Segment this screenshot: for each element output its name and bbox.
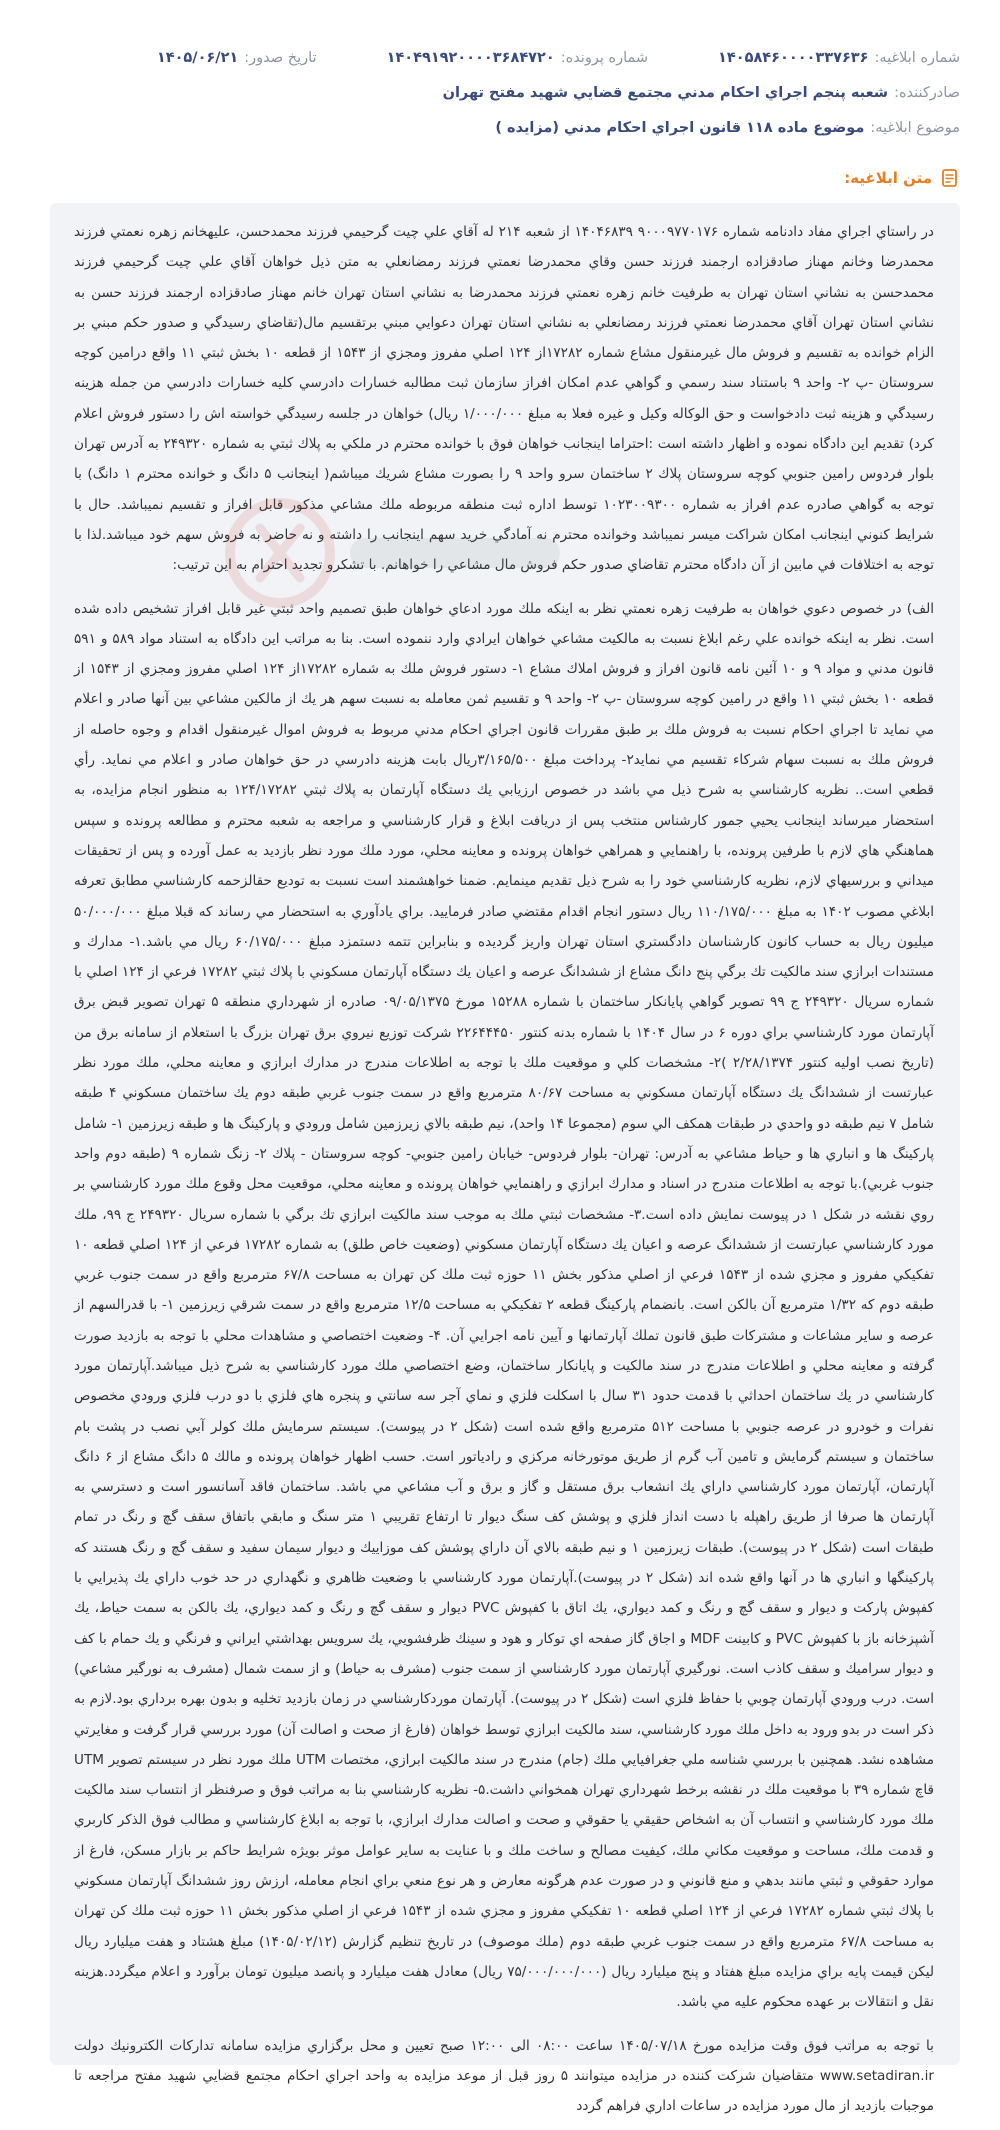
notice-paragraph-3: با توجه به مراتب فوق وقت مزايده مورخ ۱۴۰۵/۰۷/۱۸ ساعت ۰۸:۰۰ الی ۱۲:۰۰ صبح تعيين و محل برگزاري مزايده سامانه تداركات الكترونيك دولت www.setadiran.ir متقاضيان شركت كننده در مزايده ميتوانند ۵ روز قبل از موعد مزايده به واحد اجراي احكام مجتمع قضايي شهيد مفتح مراجعه تا موجبات بازديد از مال مورد مزايده در ساعات اداري فراهم گردد — [74, 2037, 934, 2115]
issue-date-label: تاریخ صدور: — [244, 50, 317, 66]
notice-text-heading — [844, 168, 960, 188]
notice-paragraph-1: در راستاي اجراي مفاد دادنامه شماره ۹۰۰۰۹۷۷۰۱۷۶ ۱۴۰۴۶۸۳۹ از شعبه ۲۱۴ له آقاي علي چيت گرحيمي فرزند محمدحسن، عليهخانم زهره نعمتي فرزند محمدرضا وخانم مهناز صادقزاده ارجمند فرزند حسن وقاي محمدرضا نعمتي فرزند رمضانعلي به متن ذيل خواهان آقاي علي چيت گرحيمي فرزند محمدحسن به نشاني استان تهران به طرفيت خانم زهره نعمتي فرزند محمدرضا به نشاني استان تهران خانم مهناز صادقزاده ارجمند فرزند حسن به نشاني استان تهران آقاي محمدرضا نعمتي فرزند رمضانعلي به نشاني استان تهران دعوايي مبني برتقسيم مال(تقاضاي رسيدگي و صدور حكم مبني بر الزام خوانده به تقسيم و فروش مال غيرمنقول مشاع شماره ۱۷۲۸۲از ۱۲۴ اصلي مفروز ومجزي از ۱۵۴۳ از قطعه ۱۰ بخش ثبتي ۱۱ واقع درامين كوچه سروستان -پ ۲- واحد ۹ باستناد سند رسمي و گواهي عدم امكان افراز سازمان ثبت مطالبه خسارات دادرسي كليه خسارات دادرسي من جمله هزينه رسيدگي و هزينه ثبت دادخواست و حق الوكاله وكيل و غيره فعلا به مبلغ ۱/۰۰۰/۰۰۰ ريال) خواهان در جلسه رسيدگي خواسته اش را دستور فروش اعلام كرد) تقديم اين دادگاه نموده و اظهار داشته است :احتراما اينجانب خواهان فوق با خوانده محترم در ملكي به پلاك ثبتي به شماره ۲۴۹۳۲۰ به آدرس تهران بلوار فردوس رامين جنوبي كوچه سروستان پلاك ۲ ساختمان سرو واحد ۹ را بصورت مشاع شريك ميباشم( اينجانب ۵ دانگ و خوانده محترم ۱ دانگ) با توجه به گواهي صادره عدم افراز به شماره ۱۰۲۳۰۰۹۳۰۰ توسط اداره ثبت منطقه مربوطه ملك مشاعي مذكور قابل افراز و تقسيم نميباشد. حال با شرايط كنوني اينجانب امكان شراكت ميسر نميباشد وخوانده محترم نه آمادگي خريد سهم اينجانب را داشته و نه حاضر به فروش سهم خود ميباشد.لذا با توجه به اختلافات في مابين از آن دادگاه محترم تقاضاي صدور حكم فروش مال مشاعي را خواهانم. با تشكرو تجديد احترام به اين ترتيب: — [74, 224, 934, 574]
case-number-value: ۱۴۰۴۹۱۹۲۰۰۰۰۳۶۸۴۷۲۰ — [386, 50, 555, 66]
notice-body-card — [50, 203, 960, 2115]
notice-number-value: ۱۴۰۵۸۴۶۰۰۰۰۳۳۷۶۳۶ — [718, 50, 869, 66]
header-row-subject — [0, 120, 1000, 136]
issue-date-value: ۱۴۰۵/۰۶/۲۱ — [156, 50, 239, 66]
subject-value: موضوع ماده ۱۱۸ قانون اجراي احكام مدني (مزايده ) — [495, 120, 865, 136]
notice-number-group — [718, 50, 960, 66]
notice-document-icon — [940, 168, 960, 188]
case-number-label: شماره پرونده: — [560, 50, 649, 66]
issuer-value: شعبه پنجم اجراي احكام مدني مجتمع قضايي شهيد مفتح تهران — [442, 85, 889, 101]
issuer-label: صادرکننده: — [894, 85, 960, 101]
header-row-issuer — [0, 85, 1000, 101]
notice-text-title: متن ابلاغیه: — [844, 169, 932, 187]
issue-date-group — [157, 50, 317, 66]
case-number-group — [387, 50, 648, 66]
notice-number-label: شماره ابلاغیه: — [874, 50, 960, 66]
header-row-numbers — [0, 50, 1000, 66]
notice-paragraph-2: الف) در خصوص دعوي خواهان به طرفيت زهره نعمتي نظر به اينكه ملك مورد ادعاي خواهان طبق تصميم واحد ثبتي غير قابل افراز تشخيص داده شده است. نظر به اينكه خوانده علي رغم ابلاغ نسبت به مالكيت مشاعي خواهان ايرادي وارد ننموده است. بنا به مراتب اين دادگاه به استناد مواد ۵۸۹ و ۵۹۱ قانون مدني و مواد ۹ و ۱۰ آئين نامه قانون افراز و فروش املاك مشاع ۱- دستور فروش ملك به شماره ۱۷۲۸۲از ۱۲۴ اصلي مفروز ومجزي از ۱۵۴۳ از قطعه ۱۰ بخش ثبتي ۱۱ واقع در رامين كوچه سروستان -پ ۲- واحد ۹ و تقسيم ثمن معامله به نسبت سهم هر يك از مالكين مشاعي بين آنها صادر و اعلام مي نمايد تا اجراي احكام نسبت به فروش ملك بر طبق مقررات قانون اجراي احكام مدني مربوط به فروش اموال غيرمنقول اقدام و وجوه حاصله از فروش ملك به نسبت سهام شركاء تقسيم مي نمايد۲- پرداخت مبلغ ۳/۱۶۵/۵۰۰ريال بابت هزينه دادرسي در حق خواهان صادر و اعلام مي نمايد. رأي قطعي است.. نظريه كارشناسي به شرح ذيل مي باشد در خصوص ارزيابي يك دستگاه آپارتمان به پلاك ثبتي ۱۲۴/۱۷۲۸۲ به منظور انجام مزايده، به استحضار ميرساند اينجانب يحيي جمور كارشناس منتخب پس از دريافت ابلاغ و قرار كارشناسي و مراجعه به شعبه محترم و مطالعه پرونده و سپس هماهنگي هاي لازم با طرفين پرونده، با راهنمايي و همراهي خواهان پرونده و معاينه محلي، مورد ملك مورد نظر بازديد به عمل آورده و پس از تحقيقات ميداني و بررسيهاي لازم، نظريه كارشناسي خود را به شرح ذيل تقديم مينمايم. ضمنا خواهشمند است نسبت به توديع حقالزحمه كارشناسي مطابق تعرفه ابلاغي مصوب ۱۴۰۲ به مبلغ ۱۱۰/۱۷۵/۰۰۰ ريال دستور انجام اقدام مقتضي صادر فرماييد. براي يادآوري به استحضار مي رساند كه قبلا مبلغ ۵۰/۰۰۰/۰۰۰ ميليون ريال به حساب كانون كارشناسان دادگستري استان تهران واريز گرديده و بنابراين تتمه دستمزد مبلغ ۶۰/۱۷۵/۰۰۰ ريال مي باشد.۱- مدارك و مستندات ابرازي سند مالكيت تك برگي پنج دانگ مشاع از ششدانگ عرصه و اعيان يك دستگاه آپارتمان مسكوني با پلاك ثبتي ۱۷۲۸۲ فرعي از ۱۲۴ اصلي با شماره سريال ۲۴۹۳۲۰ ج ۹۹ تصوير گواهي پايانكار ساختمان با شماره ۱۵۲۸۸ مورخ ۰۹/۰۵/۱۳۷۵ صادره از شهرداري منطقه ۵ تهران تصوير قبض برق آپارتمان مورد كارشناسي براي دوره ۶ در سال ۱۴۰۴ با شماره بدنه كنتور ۲۲۶۴۴۴۵۰ شركت توزيع نيروي برق تهران بزرگ با استعلام از سامانه برق من (تاريخ نصب اوليه كنتور ۲/۲۸/۱۳۷۴ )۲- مشخصات كلي و موقعيت ملك با توجه به اطلاعات مندرج در مدارك ابرازي و معاينه محلي، ملك مورد نظر عبارتست از ششدانگ يك دستگاه آپارتمان مسكوني به مساحت ۸۰/۶۷ مترمربع واقع در سمت جنوب غربي طبقه دوم يك ساختمان مسكوني ۴ طبقه شامل ۷ نيم طبقه دو واحدي در طبقات همكف الي سوم (مجموعا ۱۴ واحد)، نيم طبقه بالاي زيرزمين شامل ورودي و پاركينگ ها و طبقه زيرزمين ۱- شامل پاركينگ ها و انباري ها و حياط مشاعي به آدرس: تهران- بلوار فردوس- خيابان رامين جنوبي- كوچه سروستان - پلاك ۲- زنگ شماره ۹ (طبقه دوم واحد جنوب غربي).با توجه به اطلاعات مندرج در اسناد و مدارك ابرازي و راهنمايي خواهان پرونده و معاينه محلي، موقعيت محل وقوع ملك مورد كارشناسي بر روي نقشه در شكل ۱ در پيوست نمايش داده است.۳- مشخصات ثبتي ملك به موجب سند مالكيت ابرازي تك برگي با شماره سريال ۲۴۹۳۲۰ ج ۹۹، ملك مورد كارشناسي عبارتست از ششدانگ عرصه و اعيان يك دستگاه آپارتمان مسكوني (وضعيت خاص طلق) به شماره ۱۷۲۸۲ فرعي از ۱۲۴ اصلي قطعه ۱۰ تفكيكي مفروز و مجزي شده از ۱۵۴۳ فرعي از اصلي مذكور بخش ۱۱ حوزه ثبت ملك كن تهران به مساحت ۶۷/۸ مترمربع واقع در سمت جنوب غربي طبقه دوم كه ۱/۳۲ مترمربع آن بالكن است. بانضمام پاركينگ قطعه ۲ تفكيكي به مساحت ۱۲/۵ مترمربع واقع در سمت شرقي زيرزمين ۱- با قدرالسهم از عرصه و ساير مشاعات و مشتركات طبق قانون تملك آپارتمانها و آيين نامه اجرايي آن. ۴- وضعيت اختصاصي و مشاهدات محلي با توجه به بازديد صورت گرفته و معاينه محلي و اطلاعات مندرج در سند مالكيت و پايانكار ساختمان، وضع اختصاصي ملك مورد كارشناسي به شرح ذيل ميباشد.آپارتمان مورد كارشناسي در يك ساختمان احداثي با قدمت حدود ۳۱ سال با اسكلت فلزي و نماي آجر سه سانتي و پنجره هاي فلزي با دو درب فلزي ورودي مخصوص نفرات و خودرو در عرصه جنوبي با مساحت ۵۱۲ مترمربع واقع شده است (شكل ۲ در پيوست). سيستم سرمايش ملك كولر آبي نصب در پشت بام ساختمان و سيستم گرمايش و تامين آب گرم از طريق موتورخانه مركزي و رادياتور است. حسب اظهار خواهان پرونده و مالك ۵ دانگ مشاع از ۶ دانگ آپارتمان، آپارتمان مورد كارشناسي داراي يك انشعاب برق مستقل و گاز و برق و آب مشاعي مي باشد. ساختمان فاقد آسانسور است و دسترسي به آپارتمان ها صرفا از طريق راهپله با دست انداز فلزي و پوشش كف سنگ ديوار تا ارتفاع تقريبي ۱ متر سنگ و مابقي باتفاق سقف گچ و رنگ در تمام طبقات است (شكل ۲ در پيوست). طبقات زيرزمين ۱ و نيم طبقه بالاي آن داراي پوشش كف موزاييك و ديوار سيمان سفيد و سقف گچ و رنگ هستند كه پاركينگها و انباري ها در آنها واقع شده اند (شكل ۲ در پيوست).آپارتمان مورد كارشناسي با وضعيت ظاهري و نگهداري در حد خوب داراي يك پذيرايي با كفپوش پاركت و ديوار و سقف گچ و رنگ و كمد ديواري، يك اتاق با كفپوش PVC ديوار و سقف گچ و رنگ و كمد ديواري، يك بالكن به سمت حياط، يك آشپزخانه باز با كفپوش PVC و كابينت MDF و اجاق گاز صفحه اي توكار و هود و سينك ظرفشويي، يك سرويس بهداشتي ايراني و فرنگي و يك حمام با كف و ديوار سراميك و سقف كاذب است. نورگيري آپارتمان مورد كارشناسي از سمت جنوب (مشرف به حياط) و از سمت شمال (مشرف به نورگير مشاعي) است. درب ورودي آپارتمان چوبي با حفاظ فلزي است (شكل ۲ در پيوست). آپارتمان موردكارشناسي در زمان بازديد تخليه و بدون بهره برداري بود.لازم به ذكر است در بدو ورود به داخل ملك مورد كارشناسي، سند مالكيت ابرازي توسط خواهان (فارغ از صحت و اصالت آن) مورد بررسي قرار گرفت و مغايرتي مشاهده نشد. همچنين با بررسي شناسه ملي جغرافيايي ملك (جام) مندرج در سند مالكيت ابرازي، مختصات UTM ملك مورد نظر در سيستم تصوير UTM قاچ شماره ۳۹ با موقعيت ملك در نقشه برخط شهرداري تهران همخواني داشت.۵- نظريه كارشناسي بنا به مراتب فوق و صرفنظر از انتساب سند مالكيت ملك مورد كارشناسي و انتساب آن به اشخاص حقيقي يا حقوقي و صحت و اصالت مدارك ابرازي، با توجه به ابلاغ كارشناسي و مطالب فوق الذكر كاربري و قدمت ملك، مساحت و موقعيت مكاني ملك، كيفيت مصالح و ساخت ملك و با عنايت به ساير عوامل موثر بويژه شرايط حاكم بر بازار مسكن، فارغ از موارد حقوقي و ثبتي مانند بدهي و منع قانوني و در صورت عدم هرگونه معارض و هر نوع منعي براي انجام معامله، ارزش روز ششدانگ آپارتمان مسكوني با پلاك ثبتي شماره ۱۷۲۸۲ فرعي از ۱۲۴ اصلي قطعه ۱۰ تفكيكي مفروز و مجزي شده از ۱۵۴۳ فرعي از اصلي مذكور بخش ۱۱ حوزه ثبت ملك كن تهران به مساحت ۶۷/۸ مترمربع واقع در سمت جنوب غربي طبقه دوم (ملك موصوف) در تاريخ تنظيم گزارش (۱۴۰۵/۰۲/۱۲) مبلغ هشتاد و هفت ميليارد ريال ليكن قيمت پايه براي مزايده مبلغ هفتاد و پنج ميليارد ريال (۷۵/۰۰۰/۰۰۰/۰۰۰ ريال) معادل هفت ميليارد و پانصد ميليون تومان برآورد و اعلام ميگردد.هزينه نقل و انتقالات بر عهده محكوم عليه مي باشد. — [74, 600, 935, 2011]
subject-label: موضوع ابلاغیه: — [870, 120, 960, 136]
